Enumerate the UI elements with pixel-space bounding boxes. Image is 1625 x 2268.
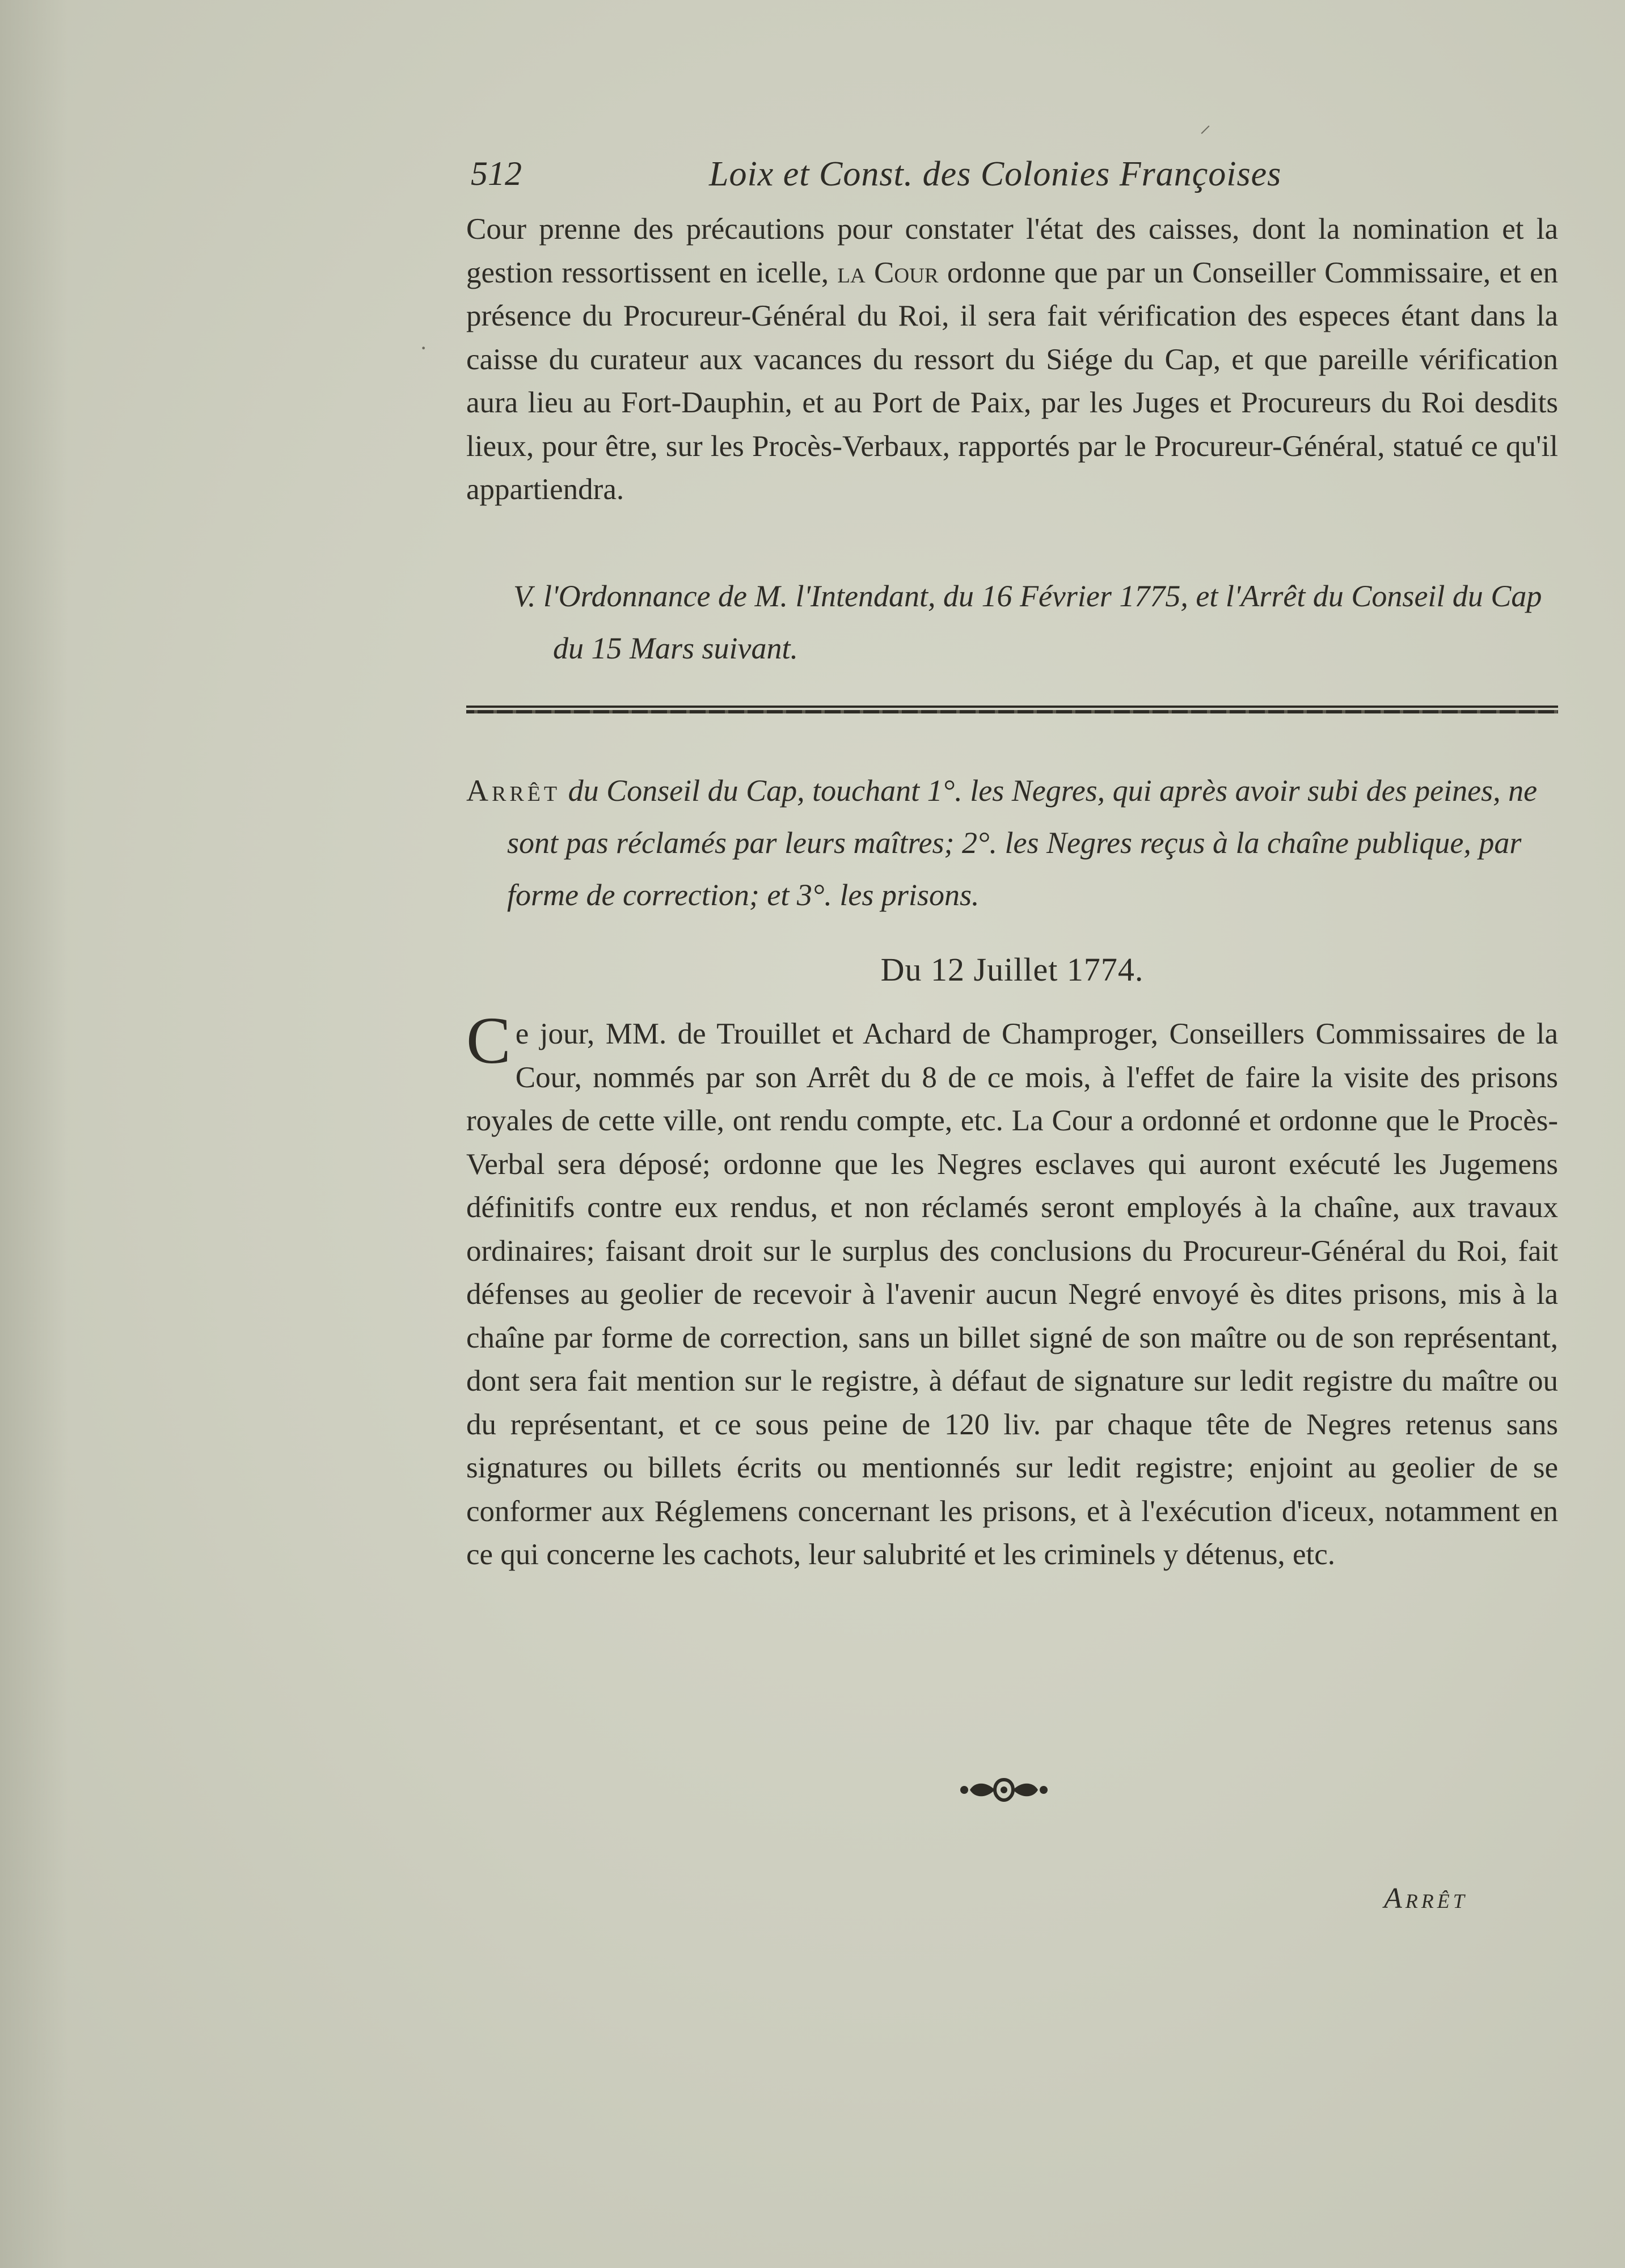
page-gutter-shadow bbox=[0, 0, 68, 2268]
date-line: Du 12 Juillet 1774. bbox=[880, 951, 1144, 988]
arret-word: Arrêt bbox=[466, 774, 561, 808]
citation-text: V. l'Ordonnance de M. l'Intendant, du 16 Février 1775, et l'Arrêt du Conseil du Cap du 15 Mars suivant. bbox=[513, 579, 1542, 665]
paragraph-text bbox=[466, 208, 1558, 512]
drop-cap: C bbox=[466, 1003, 511, 1078]
continued-paragraph bbox=[466, 208, 1558, 512]
main-paragraph-text bbox=[466, 1003, 1558, 1577]
main-paragraph-body: e jour, MM. de Trouillet et Achard de Champroger, Conseillers Commissaires de la Cour, nommés par son Arrêt du 8 de ce mois, à l'effet de faire la visite des prisons royales de cette ville, ont rendu compte, etc. La Cour a ordonné et ordonne que le Procès-Verbal sera déposé; ordonne que les Negres esclaves qui auront exécuté les Jugemens définitifs contre eux rendus, et non réclamés seront employés à la chaîne, aux travaux ordinaires; faisant droit sur le surplus des conclusions du Procureur-Général du Roi, fait défenses au geolier de recevoir à l'avenir aucun Negré envoyé ès dites prisons, mis à la chaîne par forme de correction, sans un billet signé de son maître ou de son représentant, dont sera fait mention sur le registre, à défaut de signature sur ledit registre du maître ou du représentant, et ce sous peine de 120 liv. par chaque tête de Negres retenus sans signatures ou billets écrits ou mentionnés sur ledit registre; enjoint au geolier de se conformer aux Réglemens concernant les prisons, et à l'exécution d'iceux, notamment en ce qui concerne les cachots, leur salubrité et les criminels y détenus, etc. bbox=[466, 1017, 1558, 1571]
running-title: Loix et Const. des Colonies Françoises bbox=[709, 155, 1282, 193]
citation-note bbox=[513, 570, 1558, 674]
arret-heading bbox=[466, 765, 1558, 921]
divider-line-thin bbox=[466, 706, 1558, 708]
paper-speck: ⸝ bbox=[1200, 112, 1211, 137]
page-number: 512 bbox=[471, 155, 522, 192]
catchword: Arrêt bbox=[1384, 1882, 1468, 1915]
paragraph-text-start: Cour prenne des précautions pour constater l'état des caisses, dont la nomination et la gestion ressortissent en icelle, bbox=[466, 213, 1558, 289]
main-paragraph bbox=[466, 1003, 1558, 1577]
divider-line-ornate bbox=[466, 710, 1558, 713]
section-divider-rule bbox=[466, 703, 1558, 717]
arret-heading-text bbox=[466, 765, 1558, 921]
paper-speck: · bbox=[420, 335, 428, 361]
court-smallcaps: la Cour bbox=[837, 256, 939, 289]
arret-heading-rest: du Conseil du Cap, touchant 1°. les Negres, qui après avoir subi des peines, ne sont pas réclamés par leurs maîtres; 2°. les Negres reçus à la chaîne publique, par forme de correction; et 3°. les prisons. bbox=[507, 774, 1538, 912]
page-header bbox=[471, 154, 1322, 200]
paragraph-text-end: ordonne que par un Conseiller Commissaire, et en présence du Procureur-Général du Roi, il sera fait vérification des especes étant dans la caisse du curateur aux vacances du ressort du Siége du Cap, et que pareille vérification aura lieu au Fort-Dauphin, et au Port de Paix, par les Juges et Procureurs du Roi desdits lieux, pour être, sur les Procès-Verbaux, rapportés par le Procureur-Général, statué ce qu'il appartiendra. bbox=[466, 256, 1559, 506]
fleuron-ornament-icon bbox=[959, 1775, 1049, 1806]
